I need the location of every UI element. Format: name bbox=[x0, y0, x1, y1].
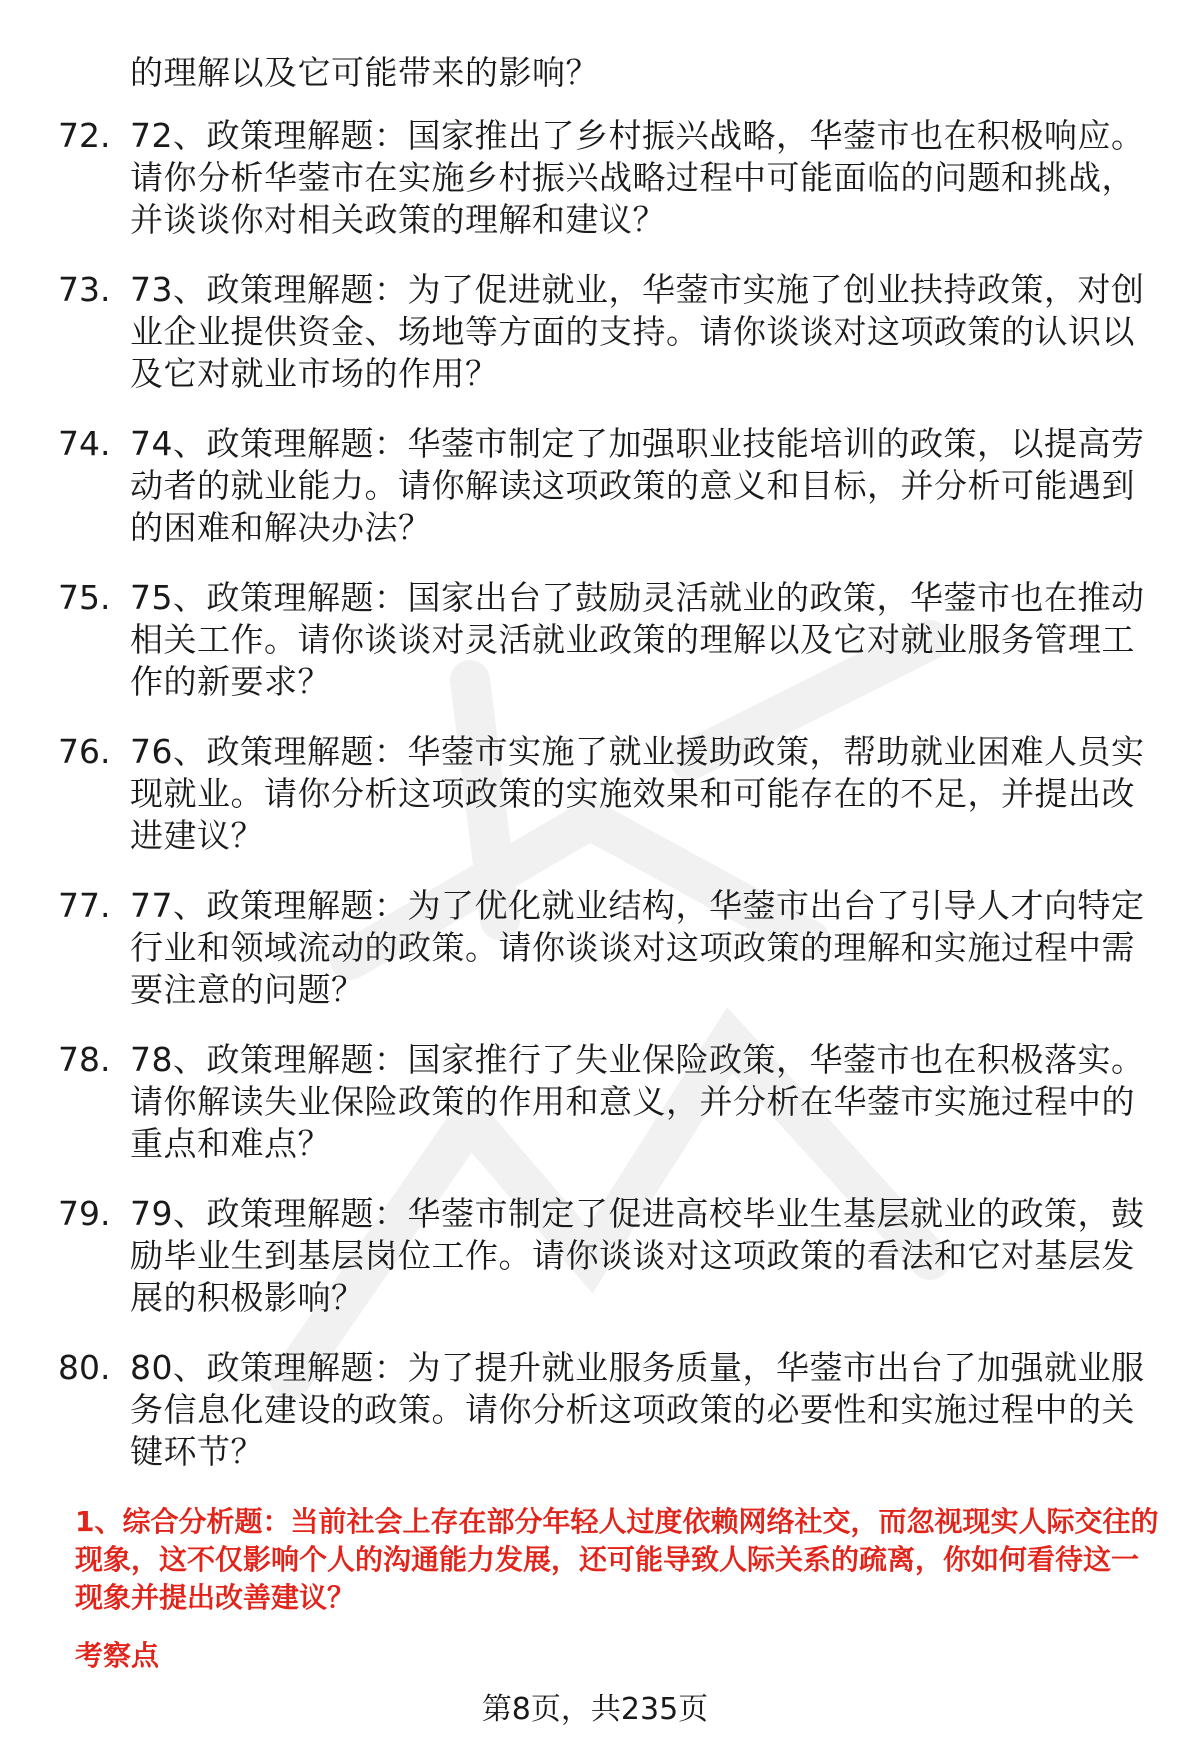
question-item bbox=[0, 577, 1190, 703]
question-text: 78、政策理解题：国家推行了失业保险政策，华蓥市也在积极落实。请你解读失业保险政策的作用和意义，并分析在华蓥市实施过程中的重点和难点？ bbox=[130, 1040, 1145, 1163]
question-number: 75. bbox=[58, 578, 111, 617]
question-item bbox=[0, 1193, 1190, 1319]
question-item bbox=[0, 1039, 1190, 1165]
question-number: 76. bbox=[58, 732, 111, 771]
question-number: 78. bbox=[58, 1040, 111, 1079]
question-number: 73. bbox=[58, 270, 111, 309]
question-list bbox=[0, 115, 1190, 1501]
question-text: 76、政策理解题：华蓥市实施了就业援助政策，帮助就业困难人员实现就业。请你分析这项政策的实施效果和可能存在的不足，并提出改进建议？ bbox=[130, 732, 1145, 855]
question-text: 77、政策理解题：为了优化就业结构，华蓥市出台了引导人才向特定行业和领域流动的政策。请你谈谈对这项政策的理解和实施过程中需要注意的问题？ bbox=[130, 886, 1145, 1009]
question-item bbox=[0, 731, 1190, 857]
question-item bbox=[0, 269, 1190, 395]
question-number: 80. bbox=[58, 1348, 111, 1387]
question-text: 73、政策理解题：为了促进就业，华蓥市实施了创业扶持政策，对创业企业提供资金、场地等方面的支持。请你谈谈对这项政策的认识以及它对就业市场的作用？ bbox=[130, 270, 1145, 393]
question-number: 79. bbox=[58, 1194, 111, 1233]
question-text: 79、政策理解题：华蓥市制定了促进高校毕业生基层就业的政策，鼓励毕业生到基层岗位工作。请你谈谈对这项政策的看法和它对基层发展的积极影响？ bbox=[130, 1194, 1145, 1317]
question-number: 74. bbox=[58, 424, 111, 463]
exam-point-label: 考察点 bbox=[75, 1639, 160, 1672]
question-text: 72、政策理解题：国家推出了乡村振兴战略，华蓥市也在积极响应。请你分析华蓥市在实施乡村振兴战略过程中可能面临的问题和挑战，并谈谈你对相关政策的理解和建议？ bbox=[130, 116, 1145, 239]
question-item bbox=[0, 1347, 1190, 1473]
analysis-question: 1、综合分析题：当前社会上存在部分年轻人过度依赖网络社交，而忽视现实人际交往的现象，这不仅影响个人的沟通能力发展，还可能导致人际关系的疏离，你如何看待这一现象并提出改善建议？ bbox=[75, 1505, 1159, 1614]
question-text: 74、政策理解题：华蓥市制定了加强职业技能培训的政策，以提高劳动者的就业能力。请你解读这项政策的意义和目标，并分析可能遇到的困难和解决办法？ bbox=[130, 424, 1145, 547]
question-text: 75、政策理解题：国家出台了鼓励灵活就业的政策，华蓥市也在推动相关工作。请你谈谈对灵活就业政策的理解以及它对就业服务管理工作的新要求？ bbox=[130, 578, 1145, 701]
question-number: 72. bbox=[58, 116, 111, 155]
question-item bbox=[0, 885, 1190, 1011]
question-item bbox=[0, 423, 1190, 549]
continuation-text: 的理解以及它可能带来的影响？ bbox=[130, 53, 599, 92]
question-number: 77. bbox=[58, 886, 111, 925]
question-item bbox=[0, 115, 1190, 241]
question-text: 80、政策理解题：为了提升就业服务质量，华蓥市出台了加强就业服务信息化建设的政策。请你分析这项政策的必要性和实施过程中的关键环节？ bbox=[130, 1348, 1145, 1471]
page-footer: 第8页，共235页 bbox=[481, 1692, 709, 1727]
